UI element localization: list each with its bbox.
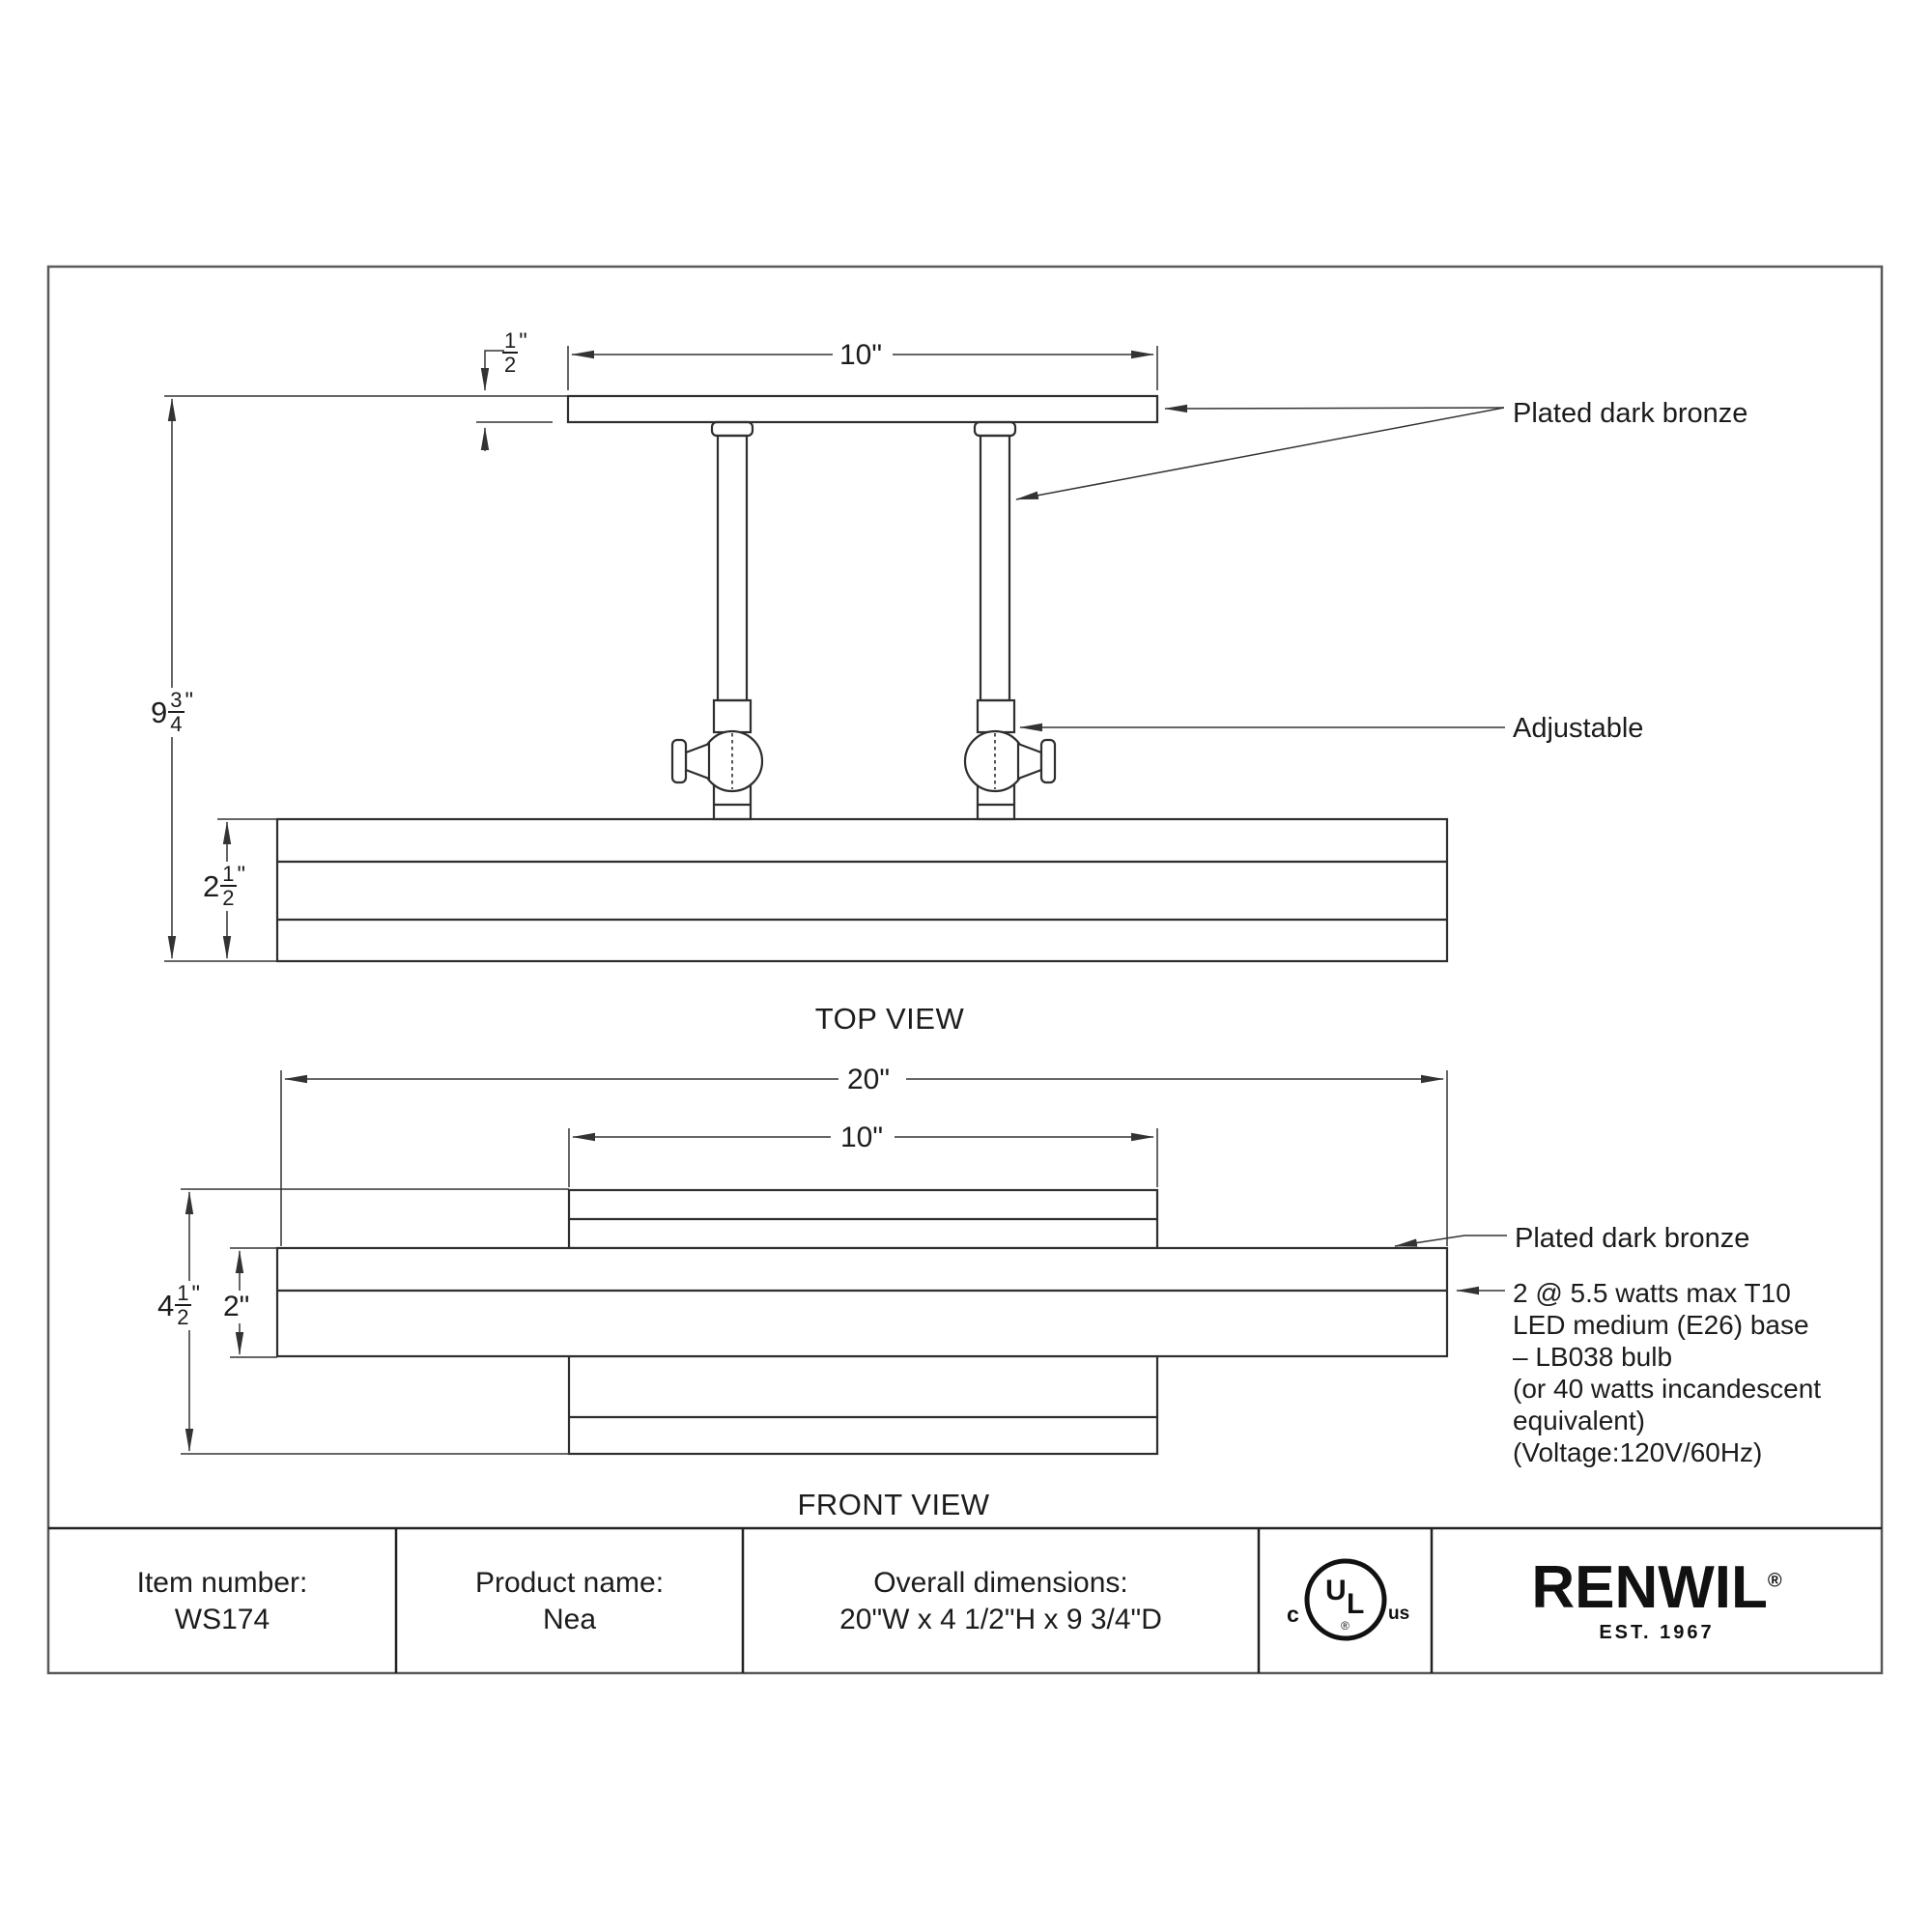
- right-knob-neck: [1018, 744, 1041, 779]
- dim-bar-depth: 2 $\frac{1}{2}$ ": [203, 862, 246, 910]
- right-stem-cap: [975, 422, 1015, 436]
- title-block-brand: [1432, 1528, 1882, 1673]
- ul-logo-us: us: [1388, 1604, 1410, 1624]
- front-view-object: [277, 1190, 1447, 1454]
- bulb-note-line: (Voltage:120V/60Hz): [1513, 1437, 1763, 1467]
- product-name-label: Product name:: [474, 1566, 665, 1599]
- dim-backplate-width: 10": [838, 1122, 886, 1154]
- title-block-dimensions: [743, 1528, 1259, 1673]
- brand-logo: RENWIL®: [1531, 1554, 1782, 1621]
- fixture-body-front: [277, 1248, 1447, 1356]
- bulb-note-line: (or 40 watts incandescent: [1513, 1374, 1822, 1404]
- top-view-caption: TOP VIEW: [814, 1002, 965, 1036]
- dim-height: 4 $\frac{1}{2}$ ": [157, 1281, 201, 1329]
- dim-plate-width-top: 10": [837, 339, 885, 372]
- ul-logo-registered-icon: ®: [1341, 1619, 1350, 1633]
- ul-logo-u: U: [1325, 1575, 1347, 1606]
- right-stem: [980, 436, 1009, 700]
- title-block-item: [48, 1528, 396, 1673]
- front-view-caption: FRONT VIEW: [797, 1488, 990, 1521]
- right-upper-collar: [978, 700, 1014, 732]
- bulb-note-line: 2 @ 5.5 watts max T10: [1513, 1278, 1791, 1308]
- label-finish-top: Plated dark bronze: [1513, 398, 1748, 429]
- label-adjustable: Adjustable: [1513, 713, 1644, 744]
- top-view-object: [277, 396, 1447, 961]
- bulb-note-line: – LB038 bulb: [1513, 1342, 1673, 1372]
- bulb-note-line: equivalent): [1513, 1406, 1645, 1435]
- brand-registered-icon: ®: [1767, 1570, 1782, 1592]
- dim-depth: 9 $\frac{3}{4}$ ": [151, 688, 194, 736]
- overall-dimensions-label: Overall dimensions:: [873, 1566, 1128, 1599]
- left-knob-neck: [686, 744, 709, 779]
- left-knob: [672, 740, 686, 782]
- backplate-lower: [569, 1356, 1157, 1454]
- right-knob: [1041, 740, 1055, 782]
- left-stem: [718, 436, 747, 700]
- dim-overall-width: 20": [844, 1064, 893, 1096]
- left-stem-cap: [712, 422, 753, 436]
- dim-plate-thickness: $\frac{1}{2}$ ": [504, 328, 527, 377]
- left-upper-collar: [714, 700, 751, 732]
- title-block-product: [396, 1528, 743, 1673]
- brand-established: EST. 1967: [1599, 1622, 1715, 1643]
- fixture-body-top: [277, 819, 1447, 961]
- wall-plate-top: [568, 396, 1157, 422]
- overall-dimensions-value: 20"W x 4 1/2"H x 9 3/4"D: [839, 1603, 1162, 1635]
- item-number-value: WS174: [174, 1603, 270, 1635]
- ul-logo-c: c: [1287, 1602, 1299, 1627]
- ul-logo-l: L: [1347, 1588, 1365, 1620]
- item-number-label: Item number:: [136, 1566, 308, 1599]
- product-name-value: Nea: [542, 1603, 597, 1635]
- label-finish-front: Plated dark bronze: [1515, 1223, 1750, 1254]
- bulb-note-line: LED medium (E26) base: [1513, 1310, 1809, 1340]
- bulb-note: [1513, 1277, 1821, 1468]
- dim-bar-height: 2": [220, 1291, 252, 1323]
